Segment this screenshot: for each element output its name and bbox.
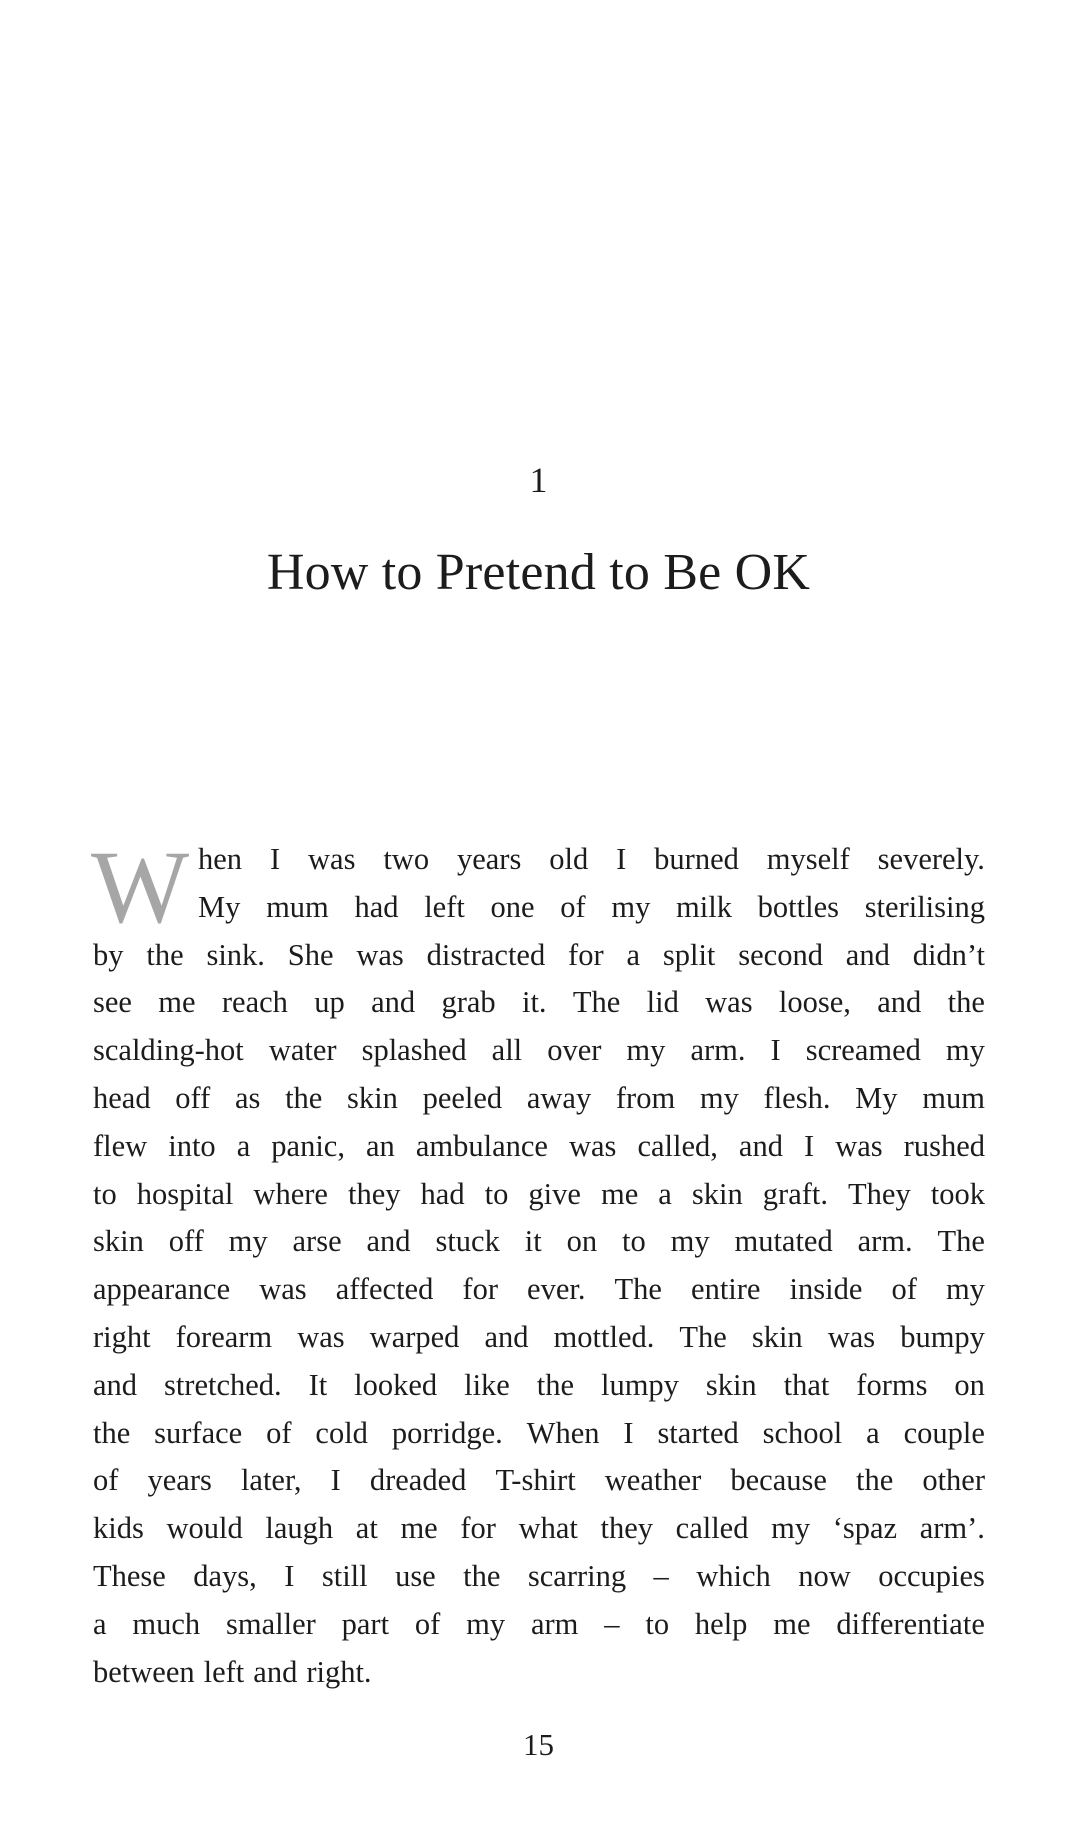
word: years [147, 1463, 212, 1498]
word: head [93, 1080, 151, 1115]
word: smaller [226, 1606, 316, 1641]
word: porridge. [391, 1415, 503, 1450]
word: I [770, 1033, 781, 1068]
word: left [424, 889, 465, 924]
word: My [855, 1080, 898, 1115]
word: was [705, 985, 753, 1020]
word: would [166, 1511, 243, 1546]
word: was [835, 1128, 883, 1163]
word: It [308, 1367, 328, 1402]
word: my [626, 1033, 666, 1068]
word: The [614, 1272, 662, 1307]
word: and [366, 1224, 411, 1259]
word: – [604, 1606, 620, 1641]
word: to [645, 1606, 670, 1641]
word: was [308, 842, 356, 876]
word: from [615, 1080, 676, 1115]
word: peeled [422, 1080, 503, 1115]
text-line [93, 1505, 985, 1553]
word: was [356, 937, 404, 972]
word: mum [266, 889, 329, 924]
text-line [93, 1553, 985, 1601]
text-line [93, 884, 985, 932]
word: ever. [527, 1272, 586, 1307]
word: between [93, 1654, 195, 1689]
word: my [945, 1272, 985, 1307]
text-line [93, 1362, 985, 1410]
word: of [414, 1606, 441, 1641]
word: flesh. [763, 1080, 831, 1115]
word: mum [922, 1080, 985, 1115]
word: what [518, 1511, 578, 1546]
word: my [670, 1224, 710, 1259]
word: was [259, 1272, 307, 1307]
word: called [675, 1511, 749, 1546]
word: of [93, 1463, 119, 1498]
word: to [93, 1176, 117, 1211]
word: days, [193, 1558, 257, 1593]
text-line [93, 1601, 985, 1649]
word: distracted [426, 937, 546, 972]
word: off [175, 1080, 211, 1115]
word: of [266, 1415, 292, 1450]
word: a [658, 1176, 672, 1211]
word: kids [93, 1511, 144, 1546]
word: was [827, 1319, 876, 1354]
word: panic, [271, 1128, 345, 1163]
word: me [600, 1176, 639, 1211]
text-line [93, 1649, 985, 1697]
word: didn’t [912, 937, 985, 972]
word: grab [441, 985, 496, 1020]
word: years [456, 842, 522, 876]
word: laugh [265, 1511, 334, 1546]
word: My [198, 889, 241, 924]
word: that [783, 1367, 830, 1402]
word: me [773, 1606, 811, 1641]
word: a [236, 1128, 251, 1163]
word: which [696, 1558, 771, 1593]
word: hen [198, 842, 243, 876]
word: my [228, 1224, 268, 1259]
page-number: 15 [523, 1727, 554, 1762]
word: much [132, 1606, 201, 1641]
word: She [287, 937, 334, 972]
word: the [855, 1463, 894, 1498]
word: The [679, 1319, 727, 1354]
word: on [954, 1367, 985, 1402]
word: other [922, 1463, 985, 1498]
word: split [662, 937, 716, 972]
word: burned [654, 842, 739, 876]
word: a [626, 937, 641, 972]
word: the [146, 937, 184, 972]
word: give [528, 1176, 581, 1211]
word: bumpy [900, 1319, 985, 1354]
word: the [536, 1367, 575, 1402]
word: had [420, 1176, 465, 1211]
word: use [395, 1558, 436, 1593]
text-line [93, 1314, 985, 1362]
word: T-shirt [495, 1463, 576, 1498]
word: surface [154, 1415, 243, 1450]
word: the [93, 1415, 131, 1450]
word: milk [676, 889, 732, 924]
word: of [891, 1272, 917, 1307]
text-line [93, 1266, 985, 1314]
text-line [93, 1171, 985, 1219]
word: severely. [877, 842, 985, 876]
word: me [400, 1511, 438, 1546]
word: hospital [136, 1176, 234, 1211]
word: and [877, 985, 922, 1020]
word: old [549, 842, 589, 876]
word: I [623, 1415, 634, 1450]
word: of [560, 889, 586, 924]
word: The [572, 985, 621, 1020]
word: scalding-hot [93, 1033, 244, 1068]
word: affected [335, 1272, 434, 1307]
word: and [371, 985, 416, 1020]
word: arm. [690, 1033, 746, 1068]
text-line [93, 1075, 985, 1123]
chapter-number: 1 [529, 460, 548, 500]
word: was [568, 1128, 617, 1163]
word: I [804, 1128, 815, 1163]
word: skin [347, 1080, 398, 1115]
word: arm [530, 1606, 579, 1641]
word: it [524, 1224, 542, 1259]
word: water [268, 1033, 337, 1068]
word: the [285, 1080, 323, 1115]
drop-cap: W [91, 830, 188, 945]
word: I [330, 1463, 341, 1498]
word: my [771, 1511, 811, 1546]
word: weather [604, 1463, 702, 1498]
word: – [653, 1558, 669, 1593]
word: skin [691, 1176, 743, 1211]
text-line [93, 1027, 985, 1075]
word: where [253, 1176, 328, 1211]
word: they [347, 1176, 401, 1211]
word: for [568, 937, 604, 972]
word: cold [315, 1415, 368, 1450]
word: ambulance [415, 1128, 548, 1163]
word: second [738, 937, 823, 972]
word: they [600, 1511, 654, 1546]
word: right. [306, 1654, 372, 1689]
word: I [616, 842, 627, 876]
word: on [566, 1224, 598, 1259]
word: stretched. [163, 1367, 282, 1402]
word: started [657, 1415, 739, 1450]
word: my [699, 1080, 739, 1115]
word: forms [856, 1367, 928, 1402]
word: mottled. [553, 1319, 655, 1354]
text-line [93, 1123, 985, 1171]
word: still [321, 1558, 368, 1593]
word: mutated [734, 1224, 833, 1259]
word: sink. [206, 937, 265, 972]
word: lumpy [600, 1367, 679, 1402]
word: took [930, 1176, 985, 1211]
word: skin [705, 1367, 757, 1402]
word: dreaded [369, 1463, 467, 1498]
text-line [93, 1218, 985, 1266]
word: skin [93, 1224, 144, 1259]
word: scarring [527, 1558, 627, 1593]
word: stuck [435, 1224, 500, 1259]
word: school [762, 1415, 843, 1450]
word: screamed [805, 1033, 921, 1068]
word: because [730, 1463, 827, 1498]
word: graft. [762, 1176, 828, 1211]
word: into [168, 1128, 216, 1163]
word: called, [637, 1128, 718, 1163]
word: looked [354, 1367, 438, 1402]
word: splashed [361, 1033, 467, 1068]
word: left [203, 1654, 245, 1689]
word: as [234, 1080, 261, 1115]
word: ‘spaz [832, 1511, 898, 1546]
word: away [526, 1080, 592, 1115]
word: had [354, 889, 399, 924]
chapter-body [91, 830, 985, 1696]
word: and [253, 1654, 298, 1689]
word: up [314, 985, 345, 1020]
word: myself [766, 842, 850, 876]
word: reach [221, 985, 288, 1020]
text-line [93, 979, 985, 1027]
word: The [937, 1224, 985, 1259]
word: to [484, 1176, 509, 1211]
word: later, [240, 1463, 302, 1498]
word: skin [751, 1319, 803, 1354]
word: and [93, 1367, 138, 1402]
text-line [93, 836, 985, 884]
word: now [798, 1558, 851, 1593]
word: warped [369, 1319, 460, 1354]
word: for [460, 1511, 496, 1546]
word: part [341, 1606, 390, 1641]
word: bottles [757, 889, 839, 924]
word: They [848, 1176, 911, 1211]
word: differentiate [836, 1606, 985, 1641]
word: These [93, 1558, 166, 1593]
word: see [93, 985, 132, 1020]
word: forearm [175, 1319, 273, 1354]
word: and [484, 1319, 529, 1354]
word: me [158, 985, 196, 1020]
word: my [945, 1033, 985, 1068]
word: over [547, 1033, 602, 1068]
word: couple [903, 1415, 985, 1450]
word: at [355, 1511, 378, 1546]
word: by [93, 937, 124, 972]
word: When [526, 1415, 600, 1450]
word: one [490, 889, 535, 924]
word: a [93, 1606, 107, 1641]
word: an [366, 1128, 395, 1163]
text-line [93, 1410, 985, 1458]
word: inside [789, 1272, 863, 1307]
word: entire [691, 1272, 761, 1307]
word: I [284, 1558, 295, 1593]
word: the [947, 985, 985, 1020]
word: sterilising [864, 889, 985, 924]
word: was [297, 1319, 345, 1354]
word: flew [93, 1128, 148, 1163]
word: occupies [878, 1558, 985, 1593]
chapter-title: How to Pretend to Be OK [266, 544, 811, 601]
word: rushed [903, 1128, 985, 1163]
word: all [491, 1033, 523, 1068]
word: off [168, 1224, 204, 1259]
word: I [269, 842, 281, 876]
word: lid [646, 985, 679, 1020]
word: two [383, 842, 430, 876]
word: arm. [857, 1224, 913, 1259]
word: arse [292, 1224, 342, 1259]
word: loose, [778, 985, 851, 1020]
word: my [466, 1606, 506, 1641]
text-line [93, 932, 985, 980]
word: appearance [93, 1272, 231, 1307]
word: for [462, 1272, 498, 1307]
text-line [93, 1457, 985, 1505]
word: a [866, 1415, 880, 1450]
word: help [694, 1606, 748, 1641]
word: and [738, 1128, 783, 1163]
word: arm’. [919, 1511, 985, 1546]
word: and [845, 937, 890, 972]
word: like [464, 1367, 510, 1402]
word: it. [521, 985, 547, 1020]
word: my [611, 889, 651, 924]
word: the [463, 1558, 501, 1593]
word: to [621, 1224, 646, 1259]
word: right [93, 1319, 151, 1354]
